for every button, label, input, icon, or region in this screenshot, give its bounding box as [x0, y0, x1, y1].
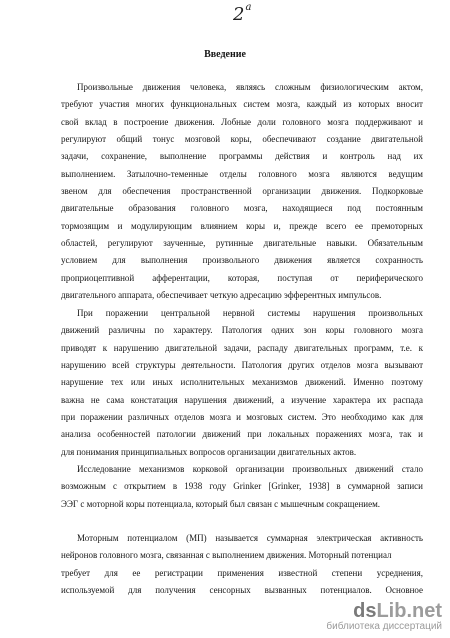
- paragraph-1: [61, 79, 423, 304]
- paragraph-line: Моторным потенциалом (МП) называется суммарная электрическая активность: [77, 533, 423, 543]
- paragraph-line: регулируют общий тонус мозговой коры, обеспечивают создание двигательной: [61, 134, 423, 145]
- page-number-digit: 2: [233, 4, 246, 25]
- paragraph-line: при поражении различных отделов мозга и мозговых систем. Это необходимо как для: [61, 412, 423, 423]
- paragraph-line: требует для ее регистрации применения известной степени усреднения,: [61, 567, 423, 578]
- paragraph-line: областей, регулируют заученные, рутинные двигательные навыки. Обязательным: [61, 238, 423, 249]
- paragraph-line: проприоцептивной афферентации, которая, поступая от периферического: [61, 272, 423, 283]
- watermark-logo: [326, 601, 442, 621]
- paragraph-line: Исследование механизмов корковой организации произвольных движений стало: [77, 464, 423, 474]
- paragraph-line: важна не сама констатация нарушения движений, а изучение характера их распада: [61, 394, 423, 405]
- paragraph-line: двигательного аппарата, обеспечивает четкую адресацию эфферентных импульсов.: [61, 290, 382, 301]
- paragraph-line: свой вклад в построение движения. Лобные доли головного мозга поддерживают и: [61, 116, 423, 127]
- paragraph-line: для понимания принципиальных вопросов организации двигательных актов.: [61, 446, 357, 457]
- paragraph-line: используемой для получения сенсорных вызванных потенциалов. Основное: [61, 585, 423, 596]
- paragraph-line: звеном для обеспечения пространственной организации движения. Подкорковые: [61, 186, 423, 197]
- paragraph-line: приводят к нарушению двигательной задачи, распаду двигательных программ, т.е. к: [61, 342, 423, 353]
- paragraph-2: [61, 305, 423, 461]
- paragraph-line: нарушению всей структуры деятельности. Патология других отделов мозга вызывают: [61, 360, 423, 371]
- paragraph-line: анализа особенностей патологии движений при локальных поражениях мозга, так и: [61, 429, 423, 440]
- paragraph-line: нарушение тех или иных исполнительных механизмов движений. Именно поэтому: [61, 377, 423, 388]
- paragraph-line: выполнением. Затылочно-теменные отделы головного мозга являются ведущим: [61, 168, 423, 179]
- paragraph-4: [61, 530, 423, 599]
- watermark-logo-part: Lib.net: [376, 600, 442, 622]
- page-number-mark: а: [245, 2, 253, 13]
- watermark: [326, 601, 442, 632]
- paragraph-line: двигательные образования головного мозга, находящиеся под постоянным: [61, 203, 423, 214]
- section-heading: Введение: [204, 49, 246, 60]
- watermark-logo-part: ds: [353, 600, 377, 622]
- page-number: [233, 2, 253, 25]
- paragraph-line: требуют участия многих функциональных систем мозга, каждый из которых вносит: [61, 99, 423, 110]
- paragraph-line: движений различны по характеру. Патология одних зон коры головного мозга: [61, 325, 423, 336]
- watermark-subtitle: библиотека диссертаций: [326, 621, 442, 632]
- paragraph-line: ЭЭГ с моторной коры потенциала, который был связан с мышечным сокращением.: [61, 498, 381, 509]
- paragraph-line: Произвольные движения человека, являясь сложным физиологическим актом,: [77, 82, 423, 92]
- paragraph-line: задачи, сохранение, выполнение программы действия и контроль над их: [61, 151, 423, 162]
- paragraph-line: условием для выполнения произвольного движения является сохранность: [61, 255, 423, 266]
- paragraph-line: нейронов головного мозга, связанная с выполнением движения. Моторный потенциал: [61, 550, 392, 561]
- paragraph-line: При поражении центральной нервной системы нарушения произвольных: [77, 308, 423, 318]
- paragraph-3: [61, 461, 423, 513]
- paragraph-line: тормозящим и модулирующим влиянием коры и, прежде всего ее премоторных: [61, 220, 423, 231]
- paragraph-line: возможным с открытием в 1938 году Grinker [Grinker, 1938] в суммарной записи: [61, 481, 423, 492]
